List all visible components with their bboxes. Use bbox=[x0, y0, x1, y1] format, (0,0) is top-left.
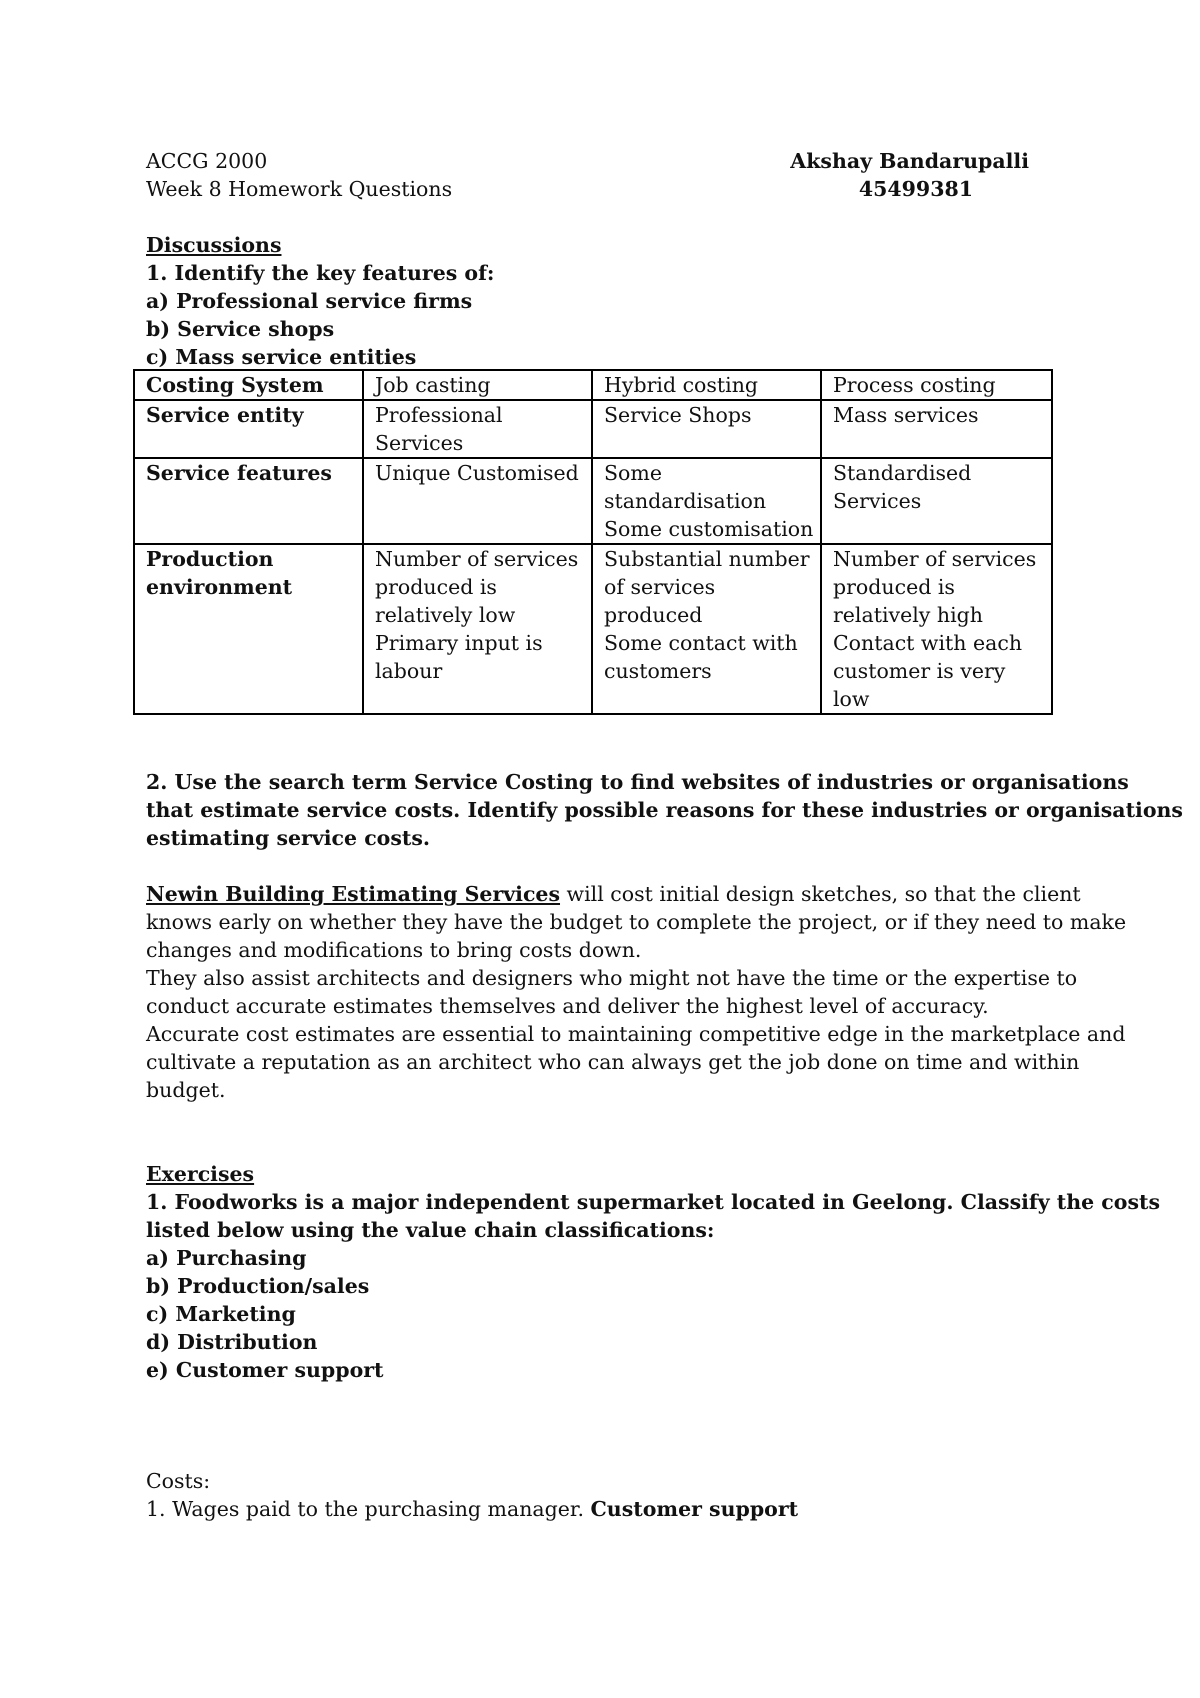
exercise-1-line: listed below using the value chain classifications: bbox=[146, 1218, 715, 1242]
cell-line: Number of services bbox=[375, 547, 579, 571]
exercises-heading: Exercises bbox=[146, 1162, 255, 1186]
cost-item-1 bbox=[146, 1495, 798, 1523]
answer-2-line: cultivate a reputation as an architect who can always get the job done on time and within bbox=[146, 1050, 1080, 1074]
table-cell bbox=[363, 458, 592, 544]
table-cell bbox=[821, 370, 1052, 400]
student-id: 45499381 bbox=[858, 177, 973, 201]
question-2-line: 2. Use the search term Service Costing to find websites of industries or organisations bbox=[146, 770, 1129, 794]
table-row-header: Service features bbox=[134, 458, 363, 544]
costs-label: Costs: bbox=[146, 1469, 211, 1493]
table-cell bbox=[821, 400, 1052, 458]
table-cell bbox=[592, 544, 821, 714]
cell-line: Job casting bbox=[375, 373, 491, 397]
cell-line: Service Shops bbox=[604, 403, 752, 427]
exercise-1-option: d) Distribution bbox=[146, 1330, 318, 1354]
exercise-1-line: 1. Foodworks is a major independent supermarket located in Geelong. Classify the costs bbox=[146, 1190, 1161, 1214]
cell-line: Production bbox=[146, 547, 274, 571]
cell-line: standardisation bbox=[604, 489, 767, 513]
cell-line: Services bbox=[375, 431, 464, 455]
cell-line: Primary input is bbox=[375, 631, 543, 655]
cell-line: Some customisation bbox=[604, 517, 814, 541]
cell-line: Process costing bbox=[833, 373, 996, 397]
table-cell bbox=[592, 458, 821, 544]
answer-2-line: budget. bbox=[146, 1078, 226, 1102]
cell-line: environment bbox=[146, 575, 293, 599]
exercise-1-option: b) Production/sales bbox=[146, 1274, 370, 1298]
question-1-title: 1. Identify the key features of: bbox=[146, 261, 495, 285]
cell-line: produced is bbox=[833, 575, 955, 599]
company-link[interactable]: Newin Building Estimating Services bbox=[146, 882, 561, 906]
question-1-option-a: a) Professional service firms bbox=[146, 289, 473, 313]
question-2-line: that estimate service costs. Identify possible reasons for these industries or organisations bbox=[146, 798, 1183, 822]
cell-line: relatively low bbox=[375, 603, 516, 627]
cell-line: Professional bbox=[375, 403, 503, 427]
question-1-option-c: c) Mass service entities bbox=[146, 345, 417, 369]
exercise-1-option: c) Marketing bbox=[146, 1302, 296, 1326]
discussions-heading: Discussions bbox=[146, 233, 282, 257]
table-cell bbox=[363, 400, 592, 458]
table-cell bbox=[363, 544, 592, 714]
student-name: Akshay Bandarupalli bbox=[790, 149, 1029, 173]
table-row bbox=[134, 400, 1052, 458]
table-cell bbox=[592, 400, 821, 458]
answer-2-line: They also assist architects and designers who might not have the time or the expertise to bbox=[146, 966, 1078, 990]
answer-2-line: changes and modifications to bring costs down. bbox=[146, 938, 642, 962]
cost-item-text: 1. Wages paid to the purchasing manager. bbox=[146, 1497, 591, 1521]
answer-2-line: conduct accurate estimates themselves and deliver the highest level of accuracy. bbox=[146, 994, 989, 1018]
answer-2-line: knows early on whether they have the budget to complete the project, or if they need to make bbox=[146, 910, 1127, 934]
cell-line: of services produced bbox=[604, 575, 716, 627]
exercise-1-option: e) Customer support bbox=[146, 1358, 384, 1382]
table-row bbox=[134, 544, 1052, 714]
cell-line: produced is bbox=[375, 575, 497, 599]
table-row-header bbox=[134, 544, 363, 714]
cost-item-answer: Customer support bbox=[590, 1497, 799, 1521]
question-2-line: estimating service costs. bbox=[146, 826, 431, 850]
answer-2-text: will cost initial design sketches, so that the client bbox=[560, 882, 1081, 906]
cell-line: customers bbox=[604, 659, 712, 683]
cell-line: Hybrid costing bbox=[604, 373, 759, 397]
table-cell bbox=[363, 370, 592, 400]
answer-2-line bbox=[146, 880, 1081, 908]
cell-line: relatively high bbox=[833, 603, 983, 627]
cell-line: Substantial number bbox=[604, 547, 810, 571]
table-cell bbox=[821, 458, 1052, 544]
table-row-header: Costing System bbox=[134, 370, 363, 400]
table-row bbox=[134, 458, 1052, 544]
question-1-option-b: b) Service shops bbox=[146, 317, 335, 341]
cell-line: Contact with each bbox=[833, 631, 1023, 655]
table-row bbox=[134, 370, 1052, 400]
course-code: ACCG 2000 bbox=[146, 149, 268, 173]
table-row-header: Service entity bbox=[134, 400, 363, 458]
costing-system-table bbox=[133, 369, 1053, 715]
answer-2-line: Accurate cost estimates are essential to maintaining competitive edge in the marketplace and bbox=[146, 1022, 1126, 1046]
cell-line: Mass services bbox=[833, 403, 979, 427]
cell-line: Services bbox=[833, 489, 922, 513]
cell-line: Number of services bbox=[833, 547, 1037, 571]
cell-line: Standardised bbox=[833, 461, 972, 485]
cell-line: customer is very low bbox=[833, 659, 1006, 711]
cell-line: labour bbox=[375, 659, 443, 683]
table-cell bbox=[592, 370, 821, 400]
assignment-title: Week 8 Homework Questions bbox=[146, 177, 453, 201]
cell-line: Unique Customised bbox=[375, 461, 579, 485]
cell-line: Some contact with bbox=[604, 631, 798, 655]
cell-line: Some bbox=[604, 461, 662, 485]
exercise-1-option: a) Purchasing bbox=[146, 1246, 307, 1270]
table-cell bbox=[821, 544, 1052, 714]
